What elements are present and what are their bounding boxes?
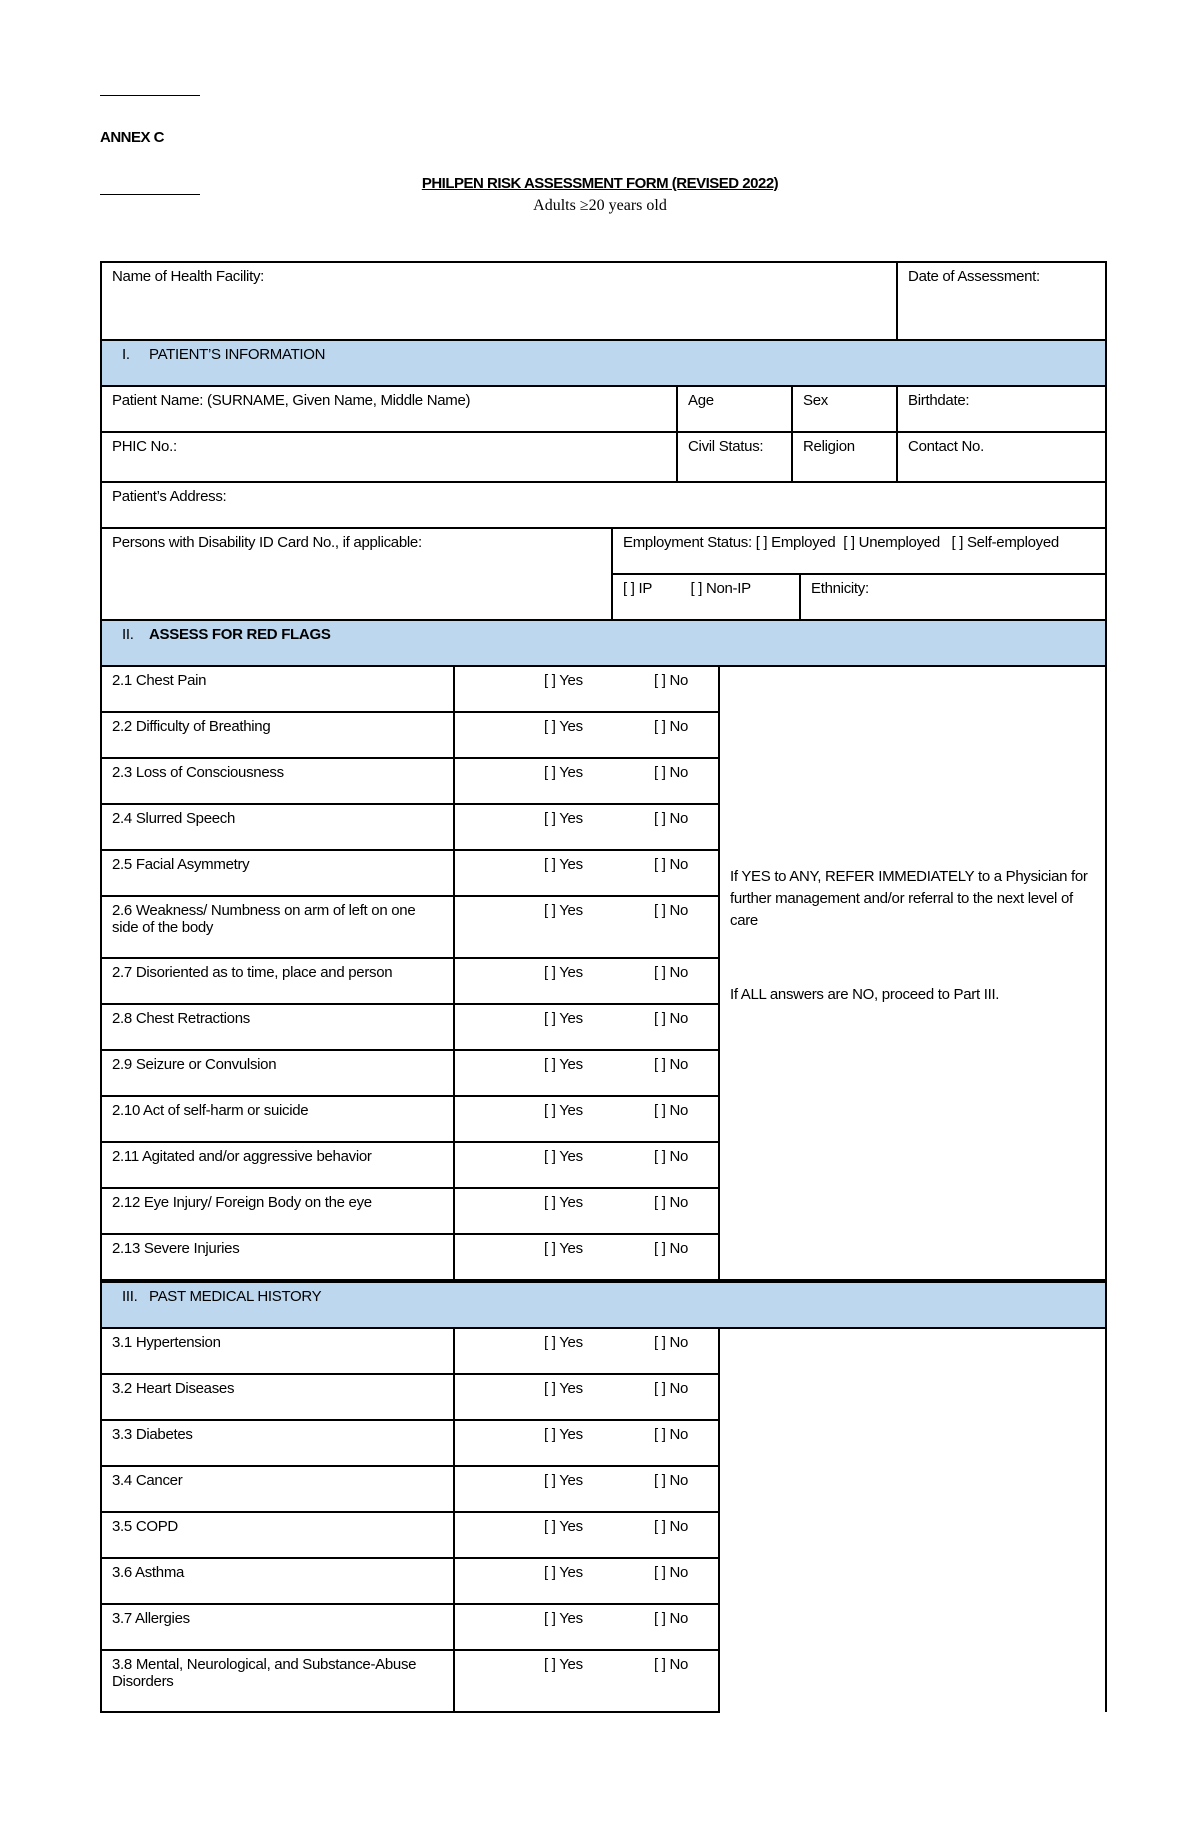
question-number: 2.2 [112, 718, 132, 735]
section-1-header: I. PATIENT’S INFORMATION [101, 340, 1106, 386]
answer-cell [454, 1512, 719, 1558]
question-number: 3.1 [112, 1334, 132, 1351]
section-2-title: ASSESS FOR RED FLAGS [149, 626, 331, 643]
phic-field[interactable]: PHIC No.: [101, 432, 677, 482]
yes-checkbox[interactable]: [ ] Yes [544, 1472, 583, 1489]
question-cell [101, 1096, 454, 1142]
section-2-header: II. ASSESS FOR RED FLAGS [101, 620, 1106, 666]
question-number: 2.4 [112, 810, 132, 827]
question-cell [101, 850, 454, 896]
no-checkbox[interactable]: [ ] No [654, 1194, 689, 1211]
question-number: 3.8 [112, 1656, 132, 1673]
yes-checkbox[interactable]: [ ] Yes [544, 1656, 583, 1673]
answer-cell [454, 1558, 719, 1604]
question-cell [101, 666, 454, 712]
age-field[interactable]: Age [677, 386, 792, 432]
no-checkbox[interactable]: [ ] No [654, 764, 689, 781]
question-number: 3.4 [112, 1472, 132, 1489]
question-label: Loss of Consciousness [135, 764, 284, 781]
employment-table [100, 527, 1107, 621]
answer-cell [454, 758, 719, 804]
question-cell [101, 1604, 454, 1650]
question-label: COPD [135, 1518, 178, 1535]
red-flags-table [100, 619, 1107, 1281]
answer-cell [454, 804, 719, 850]
facility-name-field[interactable] [101, 262, 897, 340]
answer-cell [454, 1328, 719, 1374]
address-field[interactable]: Patient’s Address: [101, 482, 1106, 528]
no-checkbox[interactable]: [ ] No [654, 1472, 689, 1489]
question-cell [101, 1374, 454, 1420]
contact-field[interactable]: Contact No. [897, 432, 1106, 482]
red-flag-instructions [719, 666, 1106, 1280]
question-label: Chest Pain [135, 672, 207, 689]
no-checkbox[interactable]: [ ] No [654, 856, 689, 873]
question-cell [101, 804, 454, 850]
question-label: Allergies [135, 1610, 190, 1627]
proceed-instruction: If ALL answers are NO, proceed to Part III. [730, 985, 1000, 1003]
answer-cell [454, 850, 719, 896]
question-label: Mental, Neurological, and Substance-Abuse Disorders [112, 1656, 417, 1690]
question-label: Asthma [135, 1564, 185, 1581]
question-cell [101, 758, 454, 804]
question-label: Difficulty of Breathing [135, 718, 271, 735]
answer-cell [454, 1142, 719, 1188]
question-label: Diabetes [135, 1426, 193, 1443]
question-label: Weakness/ Numbness on arm of left on one side of the body [112, 902, 416, 936]
section-3-header: III. PAST MEDICAL HISTORY [101, 1282, 1106, 1328]
table-row [101, 1328, 1106, 1374]
medical-history-table [100, 1281, 1107, 1713]
answer-cell [454, 1604, 719, 1650]
answer-cell [454, 1050, 719, 1096]
question-number: 3.6 [112, 1564, 132, 1581]
question-number: 3.3 [112, 1426, 132, 1443]
section-3-title: PAST MEDICAL HISTORY [149, 1288, 322, 1305]
employment-status-field[interactable]: Employment Status: [ ] Employed [ ] Unemployed [ ] Self-employed [612, 528, 1106, 574]
no-checkbox[interactable]: [ ] No [654, 718, 689, 735]
yes-checkbox[interactable]: [ ] Yes [544, 672, 583, 689]
no-checkbox[interactable]: [ ] No [654, 1056, 689, 1073]
ip-field[interactable] [612, 574, 800, 620]
question-label: Facial Asymmetry [135, 856, 250, 873]
assessment-date-field[interactable] [897, 262, 1106, 340]
yes-checkbox[interactable]: [ ] Yes [544, 1564, 583, 1581]
question-cell [101, 1050, 454, 1096]
no-checkbox[interactable]: [ ] No [654, 1564, 689, 1581]
answer-cell [454, 1420, 719, 1466]
non-ip-checkbox[interactable]: [ ] Non-IP [690, 580, 751, 597]
answer-cell [454, 1650, 719, 1712]
religion-field[interactable]: Religion [792, 432, 897, 482]
question-cell [101, 712, 454, 758]
yes-checkbox[interactable]: [ ] Yes [544, 1240, 583, 1257]
yes-checkbox[interactable]: [ ] Yes [544, 964, 583, 981]
no-checkbox[interactable]: [ ] No [654, 1148, 689, 1165]
question-label: Hypertension [135, 1334, 221, 1351]
answer-cell [454, 666, 719, 712]
question-number: 3.2 [112, 1380, 132, 1397]
answer-cell [454, 712, 719, 758]
no-checkbox[interactable]: [ ] No [654, 1102, 689, 1119]
birthdate-field[interactable]: Birthdate: [897, 386, 1106, 432]
yes-checkbox[interactable]: [ ] Yes [544, 1334, 583, 1351]
answer-cell [454, 1374, 719, 1420]
question-label: Agitated and/or aggressive behavior [141, 1148, 372, 1165]
question-label: Severe Injuries [143, 1240, 240, 1257]
question-number: 2.12 [112, 1194, 140, 1211]
question-number: 2.3 [112, 764, 132, 781]
yes-checkbox[interactable]: [ ] Yes [544, 718, 583, 735]
question-number: 2.10 [112, 1102, 140, 1119]
pwd-id-field[interactable]: Persons with Disability ID Card No., if applicable: [101, 528, 612, 620]
question-cell [101, 1328, 454, 1374]
question-number: 2.1 [112, 672, 132, 689]
form-title: PHILPEN RISK ASSESSMENT FORM (REVISED 2022) [421, 175, 779, 192]
question-number: 2.11 [112, 1148, 139, 1165]
question-label: Slurred Speech [135, 810, 236, 827]
no-checkbox[interactable]: [ ] No [654, 964, 689, 981]
yes-checkbox[interactable]: [ ] Yes [544, 1148, 583, 1165]
yes-checkbox[interactable]: [ ] Yes [544, 856, 583, 873]
form-subtitle: Adults ≥20 years old [533, 197, 667, 214]
question-cell [101, 1188, 454, 1234]
no-checkbox[interactable]: [ ] No [654, 1426, 689, 1443]
section-1-title: PATIENT’S INFORMATION [149, 346, 326, 363]
civil-status-field[interactable]: Civil Status: [677, 432, 792, 482]
assessment-date-label: Date of Assessment: [908, 268, 1040, 285]
question-cell [101, 1234, 454, 1280]
yes-checkbox[interactable]: [ ] Yes [544, 1610, 583, 1627]
no-checkbox[interactable]: [ ] No [654, 1334, 689, 1351]
question-cell [101, 1512, 454, 1558]
no-checkbox[interactable]: [ ] No [654, 810, 689, 827]
yes-checkbox[interactable]: [ ] Yes [544, 764, 583, 781]
yes-checkbox[interactable]: [ ] Yes [544, 1194, 583, 1211]
answer-cell [454, 1466, 719, 1512]
question-label: Cancer [135, 1472, 183, 1489]
question-number: 2.13 [112, 1240, 140, 1257]
yes-checkbox[interactable]: [ ] Yes [544, 810, 583, 827]
yes-checkbox[interactable]: [ ] Yes [544, 1426, 583, 1443]
no-checkbox[interactable]: [ ] No [654, 1010, 689, 1027]
no-checkbox[interactable]: [ ] No [654, 672, 689, 689]
no-checkbox[interactable]: [ ] No [654, 1240, 689, 1257]
blank-notes-cell [719, 1328, 1106, 1712]
question-label: Act of self-harm or suicide [143, 1102, 309, 1119]
answer-cell [454, 1188, 719, 1234]
top-rule [100, 95, 200, 96]
title-rule [100, 194, 200, 195]
question-label: Heart Diseases [135, 1380, 235, 1397]
no-checkbox[interactable]: [ ] No [654, 1380, 689, 1397]
patient-name-field[interactable]: Patient Name: (SURNAME, Given Name, Middle Name) [101, 386, 677, 432]
question-label: Disoriented as to time, place and person [135, 964, 393, 981]
question-cell [101, 896, 454, 958]
question-number: 2.9 [112, 1056, 132, 1073]
question-label: Seizure or Convulsion [135, 1056, 277, 1073]
no-checkbox[interactable]: [ ] No [654, 1656, 689, 1673]
question-label: Eye Injury/ Foreign Body on the eye [143, 1194, 372, 1211]
yes-checkbox[interactable]: [ ] Yes [544, 902, 583, 919]
question-number: 3.5 [112, 1518, 132, 1535]
no-checkbox[interactable]: [ ] No [654, 1518, 689, 1535]
question-number: 2.7 [112, 964, 132, 981]
answer-cell [454, 1096, 719, 1142]
yes-checkbox[interactable]: [ ] Yes [544, 1518, 583, 1535]
yes-checkbox[interactable]: [ ] Yes [544, 1056, 583, 1073]
table-row [101, 666, 1106, 712]
sex-field[interactable]: Sex [792, 386, 897, 432]
annex-label: ANNEX C [100, 129, 165, 146]
refer-instruction: If YES to ANY, REFER IMMEDIATELY to a Physician for further management and/or referral to the next level of care [730, 867, 1088, 929]
question-cell [101, 1004, 454, 1050]
no-checkbox[interactable]: [ ] No [654, 902, 689, 919]
patient-info-table [100, 261, 1107, 529]
yes-checkbox[interactable]: [ ] Yes [544, 1102, 583, 1119]
ethnicity-field[interactable]: Ethnicity: [800, 574, 1106, 620]
ip-checkbox[interactable]: [ ] IP [623, 580, 652, 597]
answer-cell [454, 1234, 719, 1280]
yes-checkbox[interactable]: [ ] Yes [544, 1010, 583, 1027]
question-number: 2.8 [112, 1010, 132, 1027]
question-cell [101, 1420, 454, 1466]
question-cell [101, 1466, 454, 1512]
question-number: 2.5 [112, 856, 132, 873]
no-checkbox[interactable]: [ ] No [654, 1610, 689, 1627]
question-cell [101, 958, 454, 1004]
answer-cell [454, 1004, 719, 1050]
facility-name-label: Name of Health Facility: [112, 268, 265, 285]
question-cell [101, 1142, 454, 1188]
question-label: Chest Retractions [135, 1010, 250, 1027]
answer-cell [454, 958, 719, 1004]
question-cell [101, 1558, 454, 1604]
question-number: 3.7 [112, 1610, 132, 1627]
answer-cell [454, 896, 719, 958]
question-number: 2.6 [112, 902, 132, 919]
yes-checkbox[interactable]: [ ] Yes [544, 1380, 583, 1397]
question-cell [101, 1650, 454, 1712]
